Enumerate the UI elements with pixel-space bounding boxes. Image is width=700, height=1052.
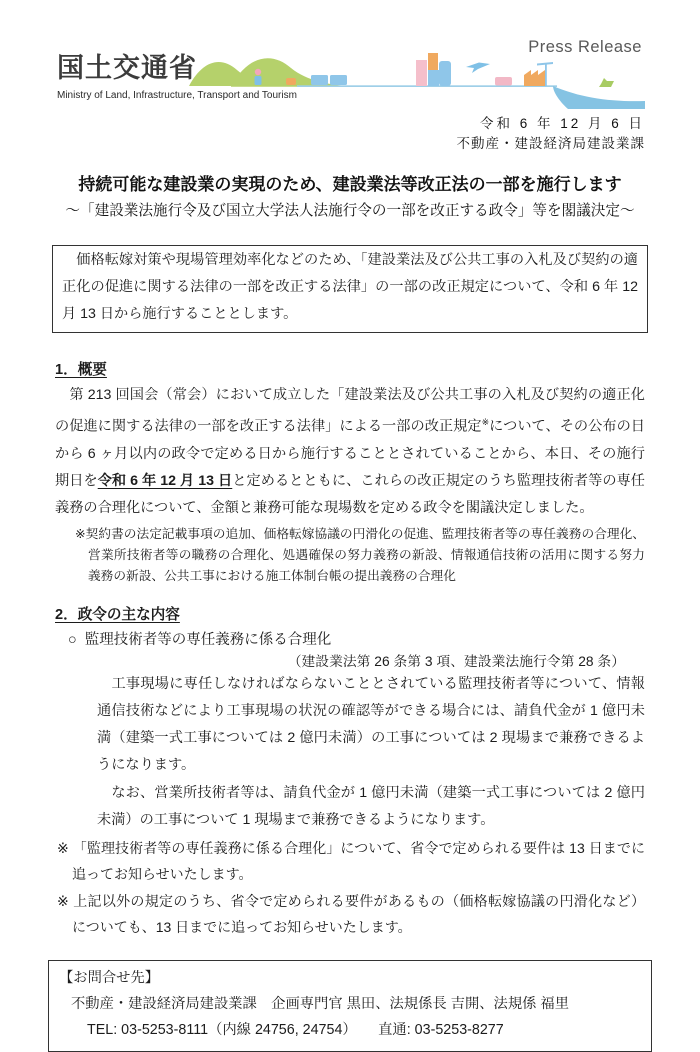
section2-note1: ※ 「監理技術者等の専任義務に係る合理化」について、省令で定められる要件は 13 日までに追ってお知らせいたします。: [57, 839, 645, 882]
header: [0, 0, 700, 158]
ministry-logo-text: 国土交通省: [57, 53, 197, 83]
kome-reference-mark: ※: [481, 417, 490, 427]
contact-persons: 不動産・建設経済局建設業課 企画専門官 黒田、法規係長 吉開、法規係 福里: [71, 995, 570, 1012]
train-icon: [330, 75, 347, 85]
release-date: 令和 6 年 12 月 6 日: [479, 116, 645, 131]
building-icon: [416, 60, 427, 86]
legal-reference: （建設業法第 26 条第 3 項、建設業法施行令第 28 条）: [287, 653, 625, 669]
person-icon: [255, 69, 261, 75]
page-title: 持続可能な建設業の実現のため、建設業法等改正法の一部を施行します: [78, 175, 622, 194]
summary-box: [52, 245, 648, 333]
header-illustration: [185, 48, 645, 112]
building-icon: [428, 70, 439, 86]
train-icon: [311, 75, 328, 85]
section1-heading: 1．概要: [55, 362, 107, 378]
section1-text-before: 第 213 回国会（常会）において成立した「建設業法及び公共工事の入札及び契約の適正化の促進に関する法律の一部を改正する法律」による一部の改正規定: [55, 387, 645, 435]
section2-heading: 2．政令の主な内容: [55, 606, 180, 623]
contact-label: 【お問合せ先】: [59, 969, 160, 986]
building-icon: [439, 61, 451, 86]
section-overview: [55, 358, 645, 587]
bus-icon: [495, 77, 512, 86]
water-shape: [553, 86, 645, 109]
section-cabinet-order: [55, 603, 645, 940]
contact-box: [48, 960, 652, 1052]
section1-note: ※契約書の法定記載事項の追加、価格転嫁協議の円滑化の促進、監理技術者等の専任義務の合理化、営業所技術者等の職務の合理化、処遇確保の努力義務の新設、情報通信技術の活用に関する努力義務の新設、公共工事における施工体制台帳の提出義務の合理化: [75, 526, 645, 583]
section1-text-mid: について、その公布の日から 6 ヶ月以内の政令で定める日から施行することとされていることから、本日、その施行期日を: [55, 418, 645, 489]
contact-phone: TEL: 03-5253-8111（内線 24756, 24754） 直通: 03-5253-8277: [87, 1021, 504, 1038]
section2-paragraph2: なお、営業所技術者等は、請負代金が 1 億円未満（建築一式工事については 2 億円未満）の工事について 1 現場まで兼務できるようになります。: [97, 784, 645, 828]
section1-paragraph: [55, 382, 645, 522]
circle-bullet-icon: ○: [68, 631, 77, 648]
ministry-logo-subtext: Ministry of Land, Infrastructure, Transport and Tourism: [57, 90, 297, 101]
section1-text-after: と定めるとともに、これらの改正規定のうち監理技術者等の専任義務の合理化について、金額と兼務可能な現場数を定める政令を閣議決定しました。: [55, 472, 645, 516]
section2-note2: ※ 上記以外の規定のうち、省令で定められる要件があるもの（価格転嫁協議の円滑化など）についても、13 日までに追ってお知らせいたします。: [57, 892, 645, 935]
enforcement-date-highlight: 令和 6 年 12 月 13 日: [97, 472, 233, 489]
press-release-label: Press Release: [528, 38, 642, 56]
issuing-department: 不動産・建設経済局建設業課: [456, 136, 645, 151]
ship-icon: [599, 78, 614, 87]
section2-paragraph1: 工事現場に専任しなければならないこととされている監理技術者等について、情報通信技術などにより工事現場の状況の確認等ができる場合には、請負代金が 1 億円未満（建築一式工事については 2 億円未満）の工事については 2 現場まで兼務できるようになります。: [97, 675, 645, 773]
plane-icon: [466, 63, 490, 74]
summary-text: 価格転嫁対策や現場管理効率化などのため、「建設業法及び公共工事の入札及び契約の適正化の促進に関する法律の一部を改正する法律」の一部の改正規定について、令和 6 年 12 月 13 日から施行することとします。: [62, 252, 638, 322]
section2-item: [55, 628, 645, 649]
crane-icon: [545, 63, 547, 86]
factory-icon: [524, 70, 545, 86]
person-icon: [255, 76, 262, 85]
page-subtitle: ～「建設業法施行令及び国立大学法人法施行令の一部を改正する政令」等を閣議決定～: [65, 203, 635, 219]
car-icon: [286, 78, 296, 85]
section2-item-title: 監理技術者等の専任義務に係る合理化: [84, 631, 332, 648]
